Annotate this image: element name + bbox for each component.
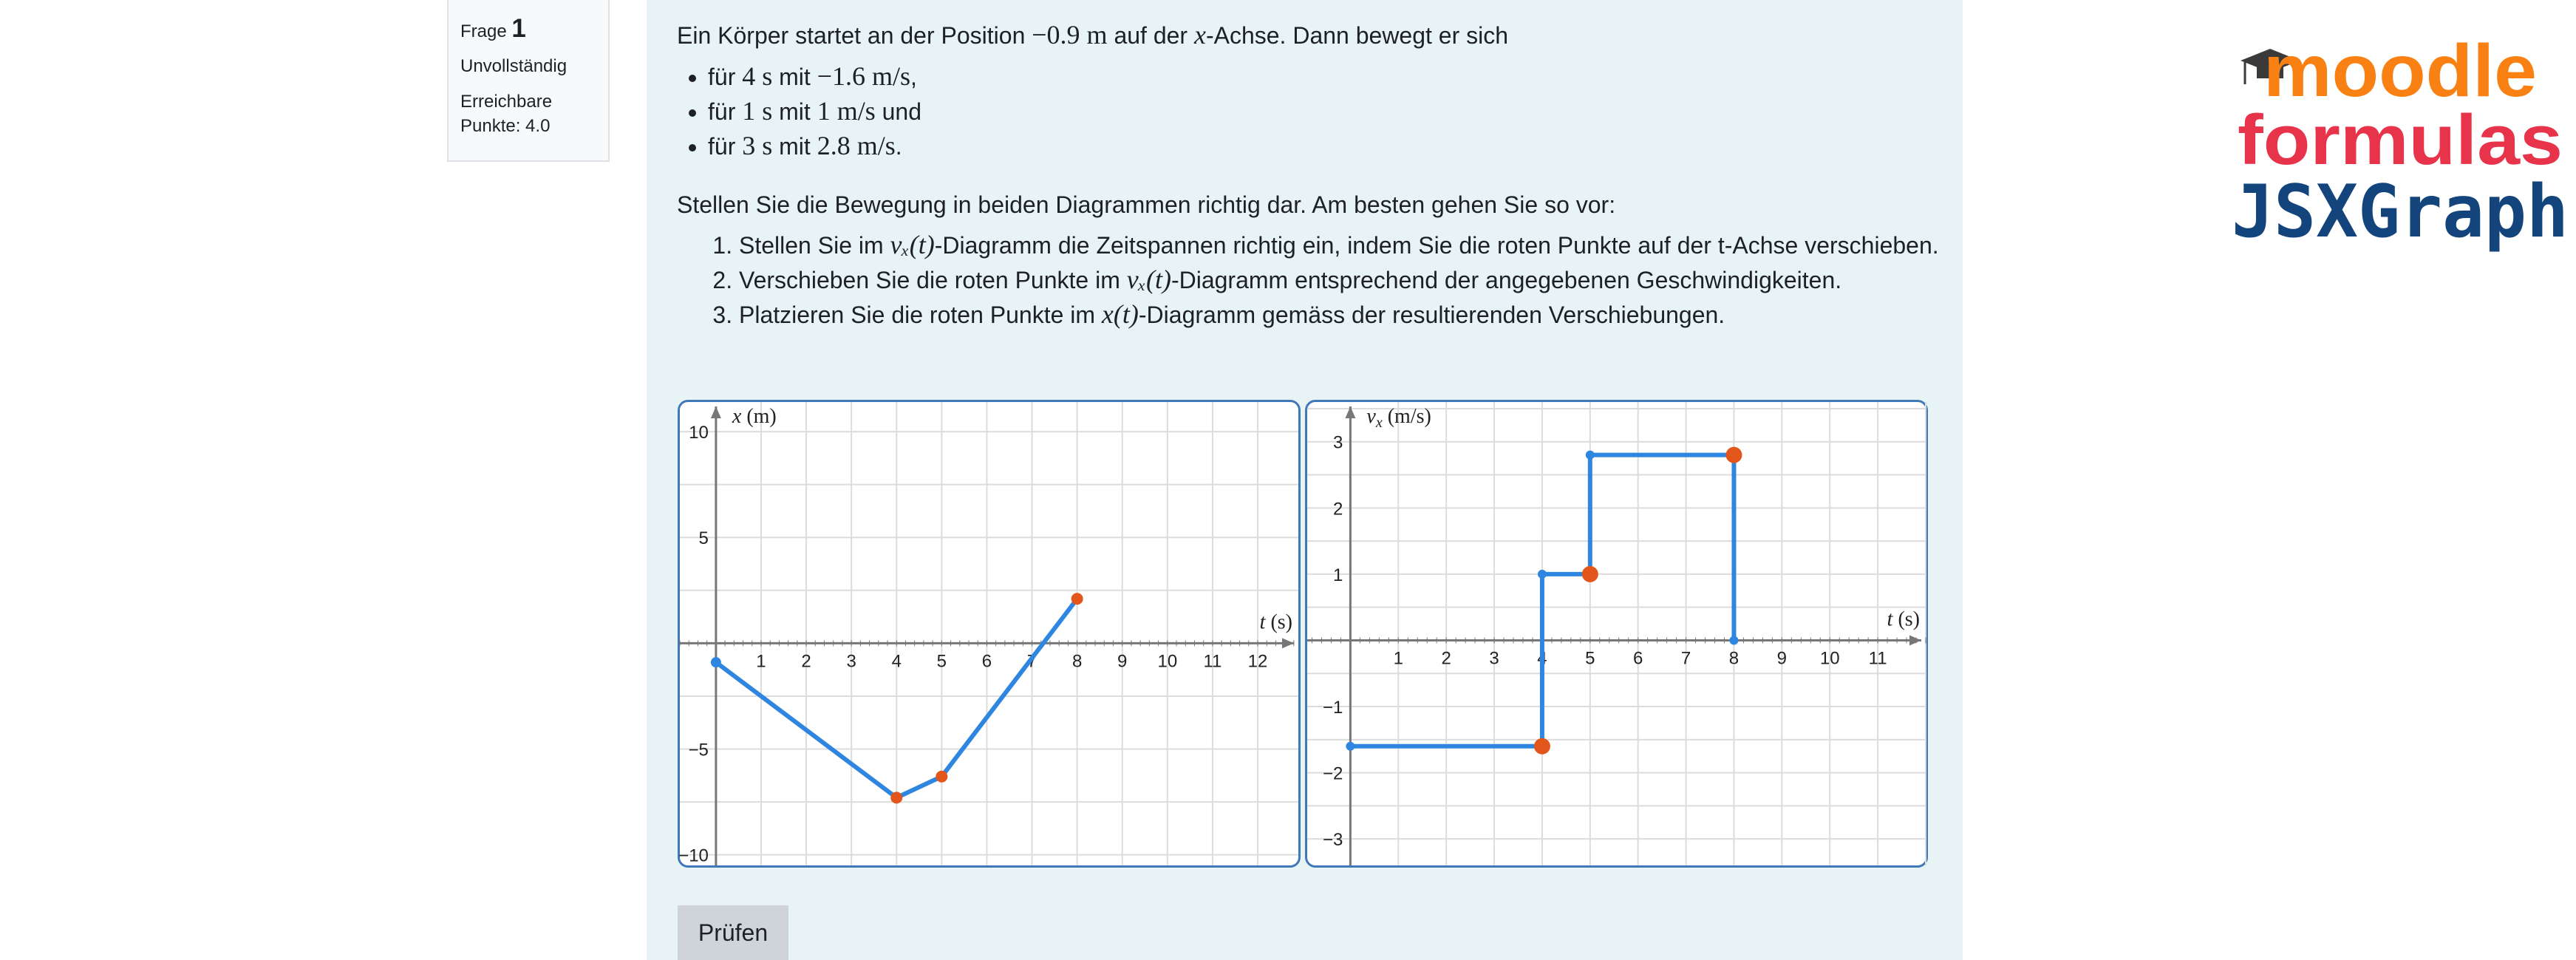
x-tick-label: 10 (1819, 648, 1840, 669)
list-item: 3. Platzieren Sie die roten Punkte im x(t)-Diagramm gemäss der resultierenden Verschiebungen. (739, 297, 1939, 332)
check-button[interactable]: Prüfen (678, 905, 788, 960)
y-tick-label: −1 (1323, 698, 1343, 718)
x-tick-label: 3 (1489, 648, 1499, 669)
y-tick-label: 1 (1333, 565, 1343, 585)
velocity-time-board[interactable] (1305, 400, 1928, 868)
y-axis-label: $v_x$ (m/s) (1366, 405, 1431, 431)
x-tick-label: 3 (846, 651, 856, 672)
draggable-point[interactable] (1725, 447, 1742, 463)
y-tick-label: 10 (689, 423, 709, 443)
x-tick-label: 10 (1157, 651, 1178, 672)
question-info-panel (447, 0, 610, 162)
position-time-board[interactable] (678, 400, 1301, 868)
draggable-point[interactable] (1582, 566, 1598, 582)
logo-moodle: moodle (2263, 30, 2537, 112)
y-tick-label: 5 (698, 528, 709, 549)
x-tick-label: 5 (936, 651, 947, 672)
question-text (677, 16, 1939, 332)
x-tick-label: 11 (1868, 648, 1887, 669)
draggable-point[interactable] (936, 771, 947, 783)
list-item: • für 4 s mit −1.6 m/s, (708, 59, 1939, 94)
x-tick-label: 1 (1393, 648, 1403, 669)
x-tick-label: 7 (1026, 651, 1037, 672)
draggable-point[interactable] (1534, 738, 1550, 755)
y-axis-arrow-icon (711, 406, 721, 418)
question-grade: Erreichbare Punkte: 4.0 (460, 91, 553, 137)
start-point (1346, 742, 1355, 751)
list-item: 2. Verschieben Sie die roten Punkte im vₓ(t)-Diagramm entsprechend der angegebenen Geschwindigkeiten. (739, 262, 1939, 297)
x-tick-label: 9 (1117, 651, 1128, 672)
y-tick-label: −5 (688, 740, 709, 760)
x-tick-label: 1 (756, 651, 766, 672)
y-tick-label: −2 (1323, 763, 1343, 784)
x-axis-arrow-icon (1909, 635, 1921, 645)
axis-point (1729, 636, 1738, 644)
corner-point (1538, 570, 1547, 579)
x-tick-label: 12 (1247, 651, 1268, 672)
instruction-text: Stellen Sie die Bewegung in beiden Diagrammen richtig dar. Am besten gehen Sie so vor: (677, 191, 1616, 219)
velocity-time-chart[interactable] (1307, 402, 1926, 865)
x-tick-label: 11 (1203, 651, 1222, 672)
x-axis-label: t (s) (1887, 607, 1920, 631)
movement-list (677, 59, 1939, 163)
x-tick-label: 2 (1441, 648, 1451, 669)
x-tick-label: 8 (1071, 651, 1083, 672)
logo-formulas: formulas (2238, 101, 2563, 180)
moodle-formulas-jsxgraph-logo (2224, 16, 2576, 269)
position-time-chart[interactable] (680, 402, 1298, 865)
list-item: 1. Stellen Sie im vₓ(t)-Diagramm die Zeitspannen richtig ein, indem Sie die roten Punkte auf der t-Achse verschieben. (739, 228, 1939, 262)
x-tick-label: 8 (1728, 648, 1740, 669)
x-tick-label: 6 (981, 651, 992, 672)
y-tick-label: 3 (1333, 432, 1343, 453)
logo-jsxgraph: JSXGraph (2232, 170, 2569, 254)
x-axis-arrow-icon (1282, 638, 1294, 648)
y-tick-label: −3 (1323, 830, 1343, 851)
x-tick-label: 4 (891, 651, 902, 672)
x-tick-label: 2 (801, 651, 811, 672)
x-tick-label: 9 (1776, 648, 1788, 669)
y-tick-label: −10 (678, 845, 709, 866)
corner-point (1586, 451, 1595, 460)
list-item: • für 3 s mit 2.8 m/s. (708, 129, 1939, 163)
y-tick-label: 2 (1333, 499, 1343, 520)
draggable-point[interactable] (890, 792, 902, 803)
x-tick-label: 5 (1585, 648, 1595, 669)
intro-line: Ein Körper startet an der Position −0.9 m auf der x-Achse. Dann bewegt er sich (677, 20, 1509, 50)
draggable-point[interactable] (1071, 593, 1083, 605)
x-tick-label: 4 (1537, 648, 1547, 669)
y-axis-label: x (m) (732, 405, 777, 428)
question-state: Unvollständig (460, 56, 568, 76)
x-tick-label: 7 (1680, 648, 1691, 669)
list-item: • für 1 s mit 1 m/s und (708, 94, 1939, 129)
steps-list (677, 228, 1939, 332)
question-number: Frage 1 (460, 14, 526, 43)
x-axis-label: t (s) (1259, 610, 1292, 634)
x-tick-label: 6 (1633, 648, 1643, 669)
start-point (711, 657, 721, 667)
